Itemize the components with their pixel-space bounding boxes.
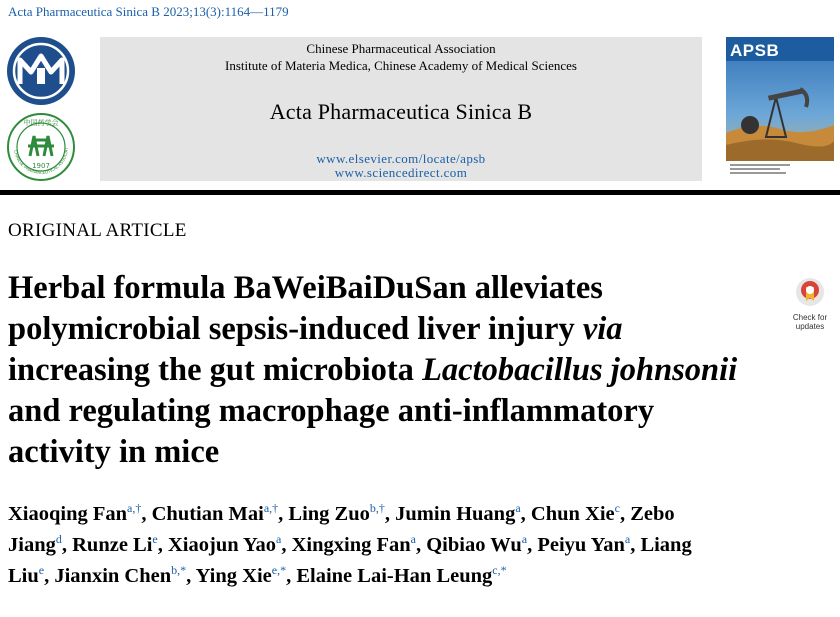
- author-list: Xiaoqing Fan$^{a,\dagger}$, Chutian Mai$^{a,\dagger}$, Ling Zuo$^{b,\dagger}$, Jumin Huang$^a$, Chun Xie$^c$, Zebo Jiang$^d$, Runze Li$^e$, Xiaojun Yao$^a$, Xingxing Fan$^a$, Qibiao Wu$^a$, Peiyu Yan$^a$, Liang Liu$^e$, Jianxin Chen$^{b,*}$, Ying Xie$^{e,*}$, Elaine Lai-Han Leung$^{c,*}$: [8, 501, 692, 587]
- author-name: Runze Li: [72, 534, 153, 556]
- author[interactable]: [72, 534, 158, 556]
- article-type: ORIGINAL ARTICLE: [8, 220, 187, 241]
- author-affiliation[interactable]: a: [276, 532, 282, 546]
- journal-cover[interactable]: [726, 37, 834, 181]
- sciencedirect-link[interactable]: www.sciencedirect.com: [334, 165, 468, 180]
- author-name: Jianxin Chen: [54, 565, 172, 587]
- author[interactable]: [288, 503, 384, 525]
- author[interactable]: [152, 503, 279, 525]
- check-for-updates-button[interactable]: [787, 277, 833, 331]
- author-affiliation[interactable]: a: [515, 501, 521, 515]
- title-italic: via: [582, 311, 623, 347]
- author-affiliation[interactable]: a,†: [263, 501, 279, 515]
- author-name: Jumin Huang: [395, 503, 516, 525]
- institute-logo: [6, 36, 76, 106]
- author[interactable]: [8, 503, 141, 525]
- author-name: Elaine Lai-Han Leung: [296, 565, 493, 587]
- author-affiliation[interactable]: b,*: [171, 563, 187, 577]
- author-name: Zebo Jiang: [8, 503, 675, 556]
- author-affiliation[interactable]: c: [614, 501, 620, 515]
- author[interactable]: [296, 565, 506, 587]
- author-name: Chutian Mai: [151, 503, 264, 525]
- author-name: Liang Liu: [8, 534, 692, 587]
- author[interactable]: [395, 503, 521, 525]
- article-title: [8, 268, 758, 473]
- author-affiliation[interactable]: a: [624, 532, 631, 546]
- author-affiliation[interactable]: c,*: [492, 563, 507, 577]
- journal-name: Acta Pharmaceutica Sinica B: [269, 99, 533, 124]
- author-affiliation[interactable]: a: [521, 532, 528, 546]
- author-affiliation[interactable]: d: [55, 532, 62, 546]
- header-rule: [0, 190, 840, 195]
- title-part: Herbal formula BaWeiBaiDuSan alleviates polymicrobial sepsis-induced liver injury: [8, 270, 603, 347]
- author-affiliation[interactable]: a,†: [127, 501, 142, 515]
- author-name: Xiaojun Yao: [168, 534, 277, 556]
- author[interactable]: [54, 565, 186, 587]
- author[interactable]: [168, 534, 281, 556]
- author[interactable]: [196, 565, 286, 587]
- author-affiliation[interactable]: b,†: [369, 501, 385, 515]
- author-name: Ying Xie: [195, 565, 272, 587]
- author-affiliation[interactable]: e,*: [271, 563, 287, 577]
- title-part: increasing the gut microbiota: [8, 352, 423, 388]
- author[interactable]: [531, 503, 620, 525]
- author-affiliation[interactable]: e: [152, 532, 158, 546]
- author-name: Ling Zuo: [288, 503, 370, 525]
- author-name: Xiaoqing Fan: [8, 503, 128, 525]
- author-name: Chun Xie: [530, 503, 615, 525]
- publisher-association: Chinese Pharmaceutical Association: [306, 41, 496, 56]
- elsevier-link[interactable]: www.elsevier.com/locate/apsb: [316, 151, 486, 166]
- author-name: Xingxing Fan: [291, 534, 411, 556]
- title-italic: Lactobacillus johnsonii: [422, 352, 738, 388]
- author[interactable]: [426, 534, 527, 556]
- author-name: Peiyu Yan: [537, 534, 625, 556]
- journal-citation[interactable]: Acta Pharmaceutica Sinica B 2023;13(3):1164—1179: [8, 4, 289, 19]
- author-affiliation[interactable]: e: [38, 563, 45, 577]
- author-name: Qibiao Wu: [426, 534, 522, 556]
- journal-header: [100, 37, 702, 181]
- association-logo-ring-text: CHINESE PHARMACEUTICAL ASSOCIAT: [13, 147, 70, 176]
- author[interactable]: [537, 534, 630, 556]
- title-part: and regulating macrophage anti-inflammatory activity in mice: [8, 393, 655, 470]
- association-logo: [6, 112, 76, 182]
- check-for-updates-label: Check for updates: [792, 313, 828, 331]
- author-affiliation[interactable]: a: [410, 532, 416, 546]
- crossmark-icon: [795, 277, 825, 307]
- association-logo-year: 1907: [32, 162, 50, 170]
- author[interactable]: [292, 534, 416, 556]
- cover-title: APSB: [730, 41, 780, 60]
- association-logo-name: 中国药学会: [23, 119, 59, 127]
- publisher-institute: Institute of Materia Medica, Chinese Academy of Medical Sciences: [225, 58, 577, 73]
